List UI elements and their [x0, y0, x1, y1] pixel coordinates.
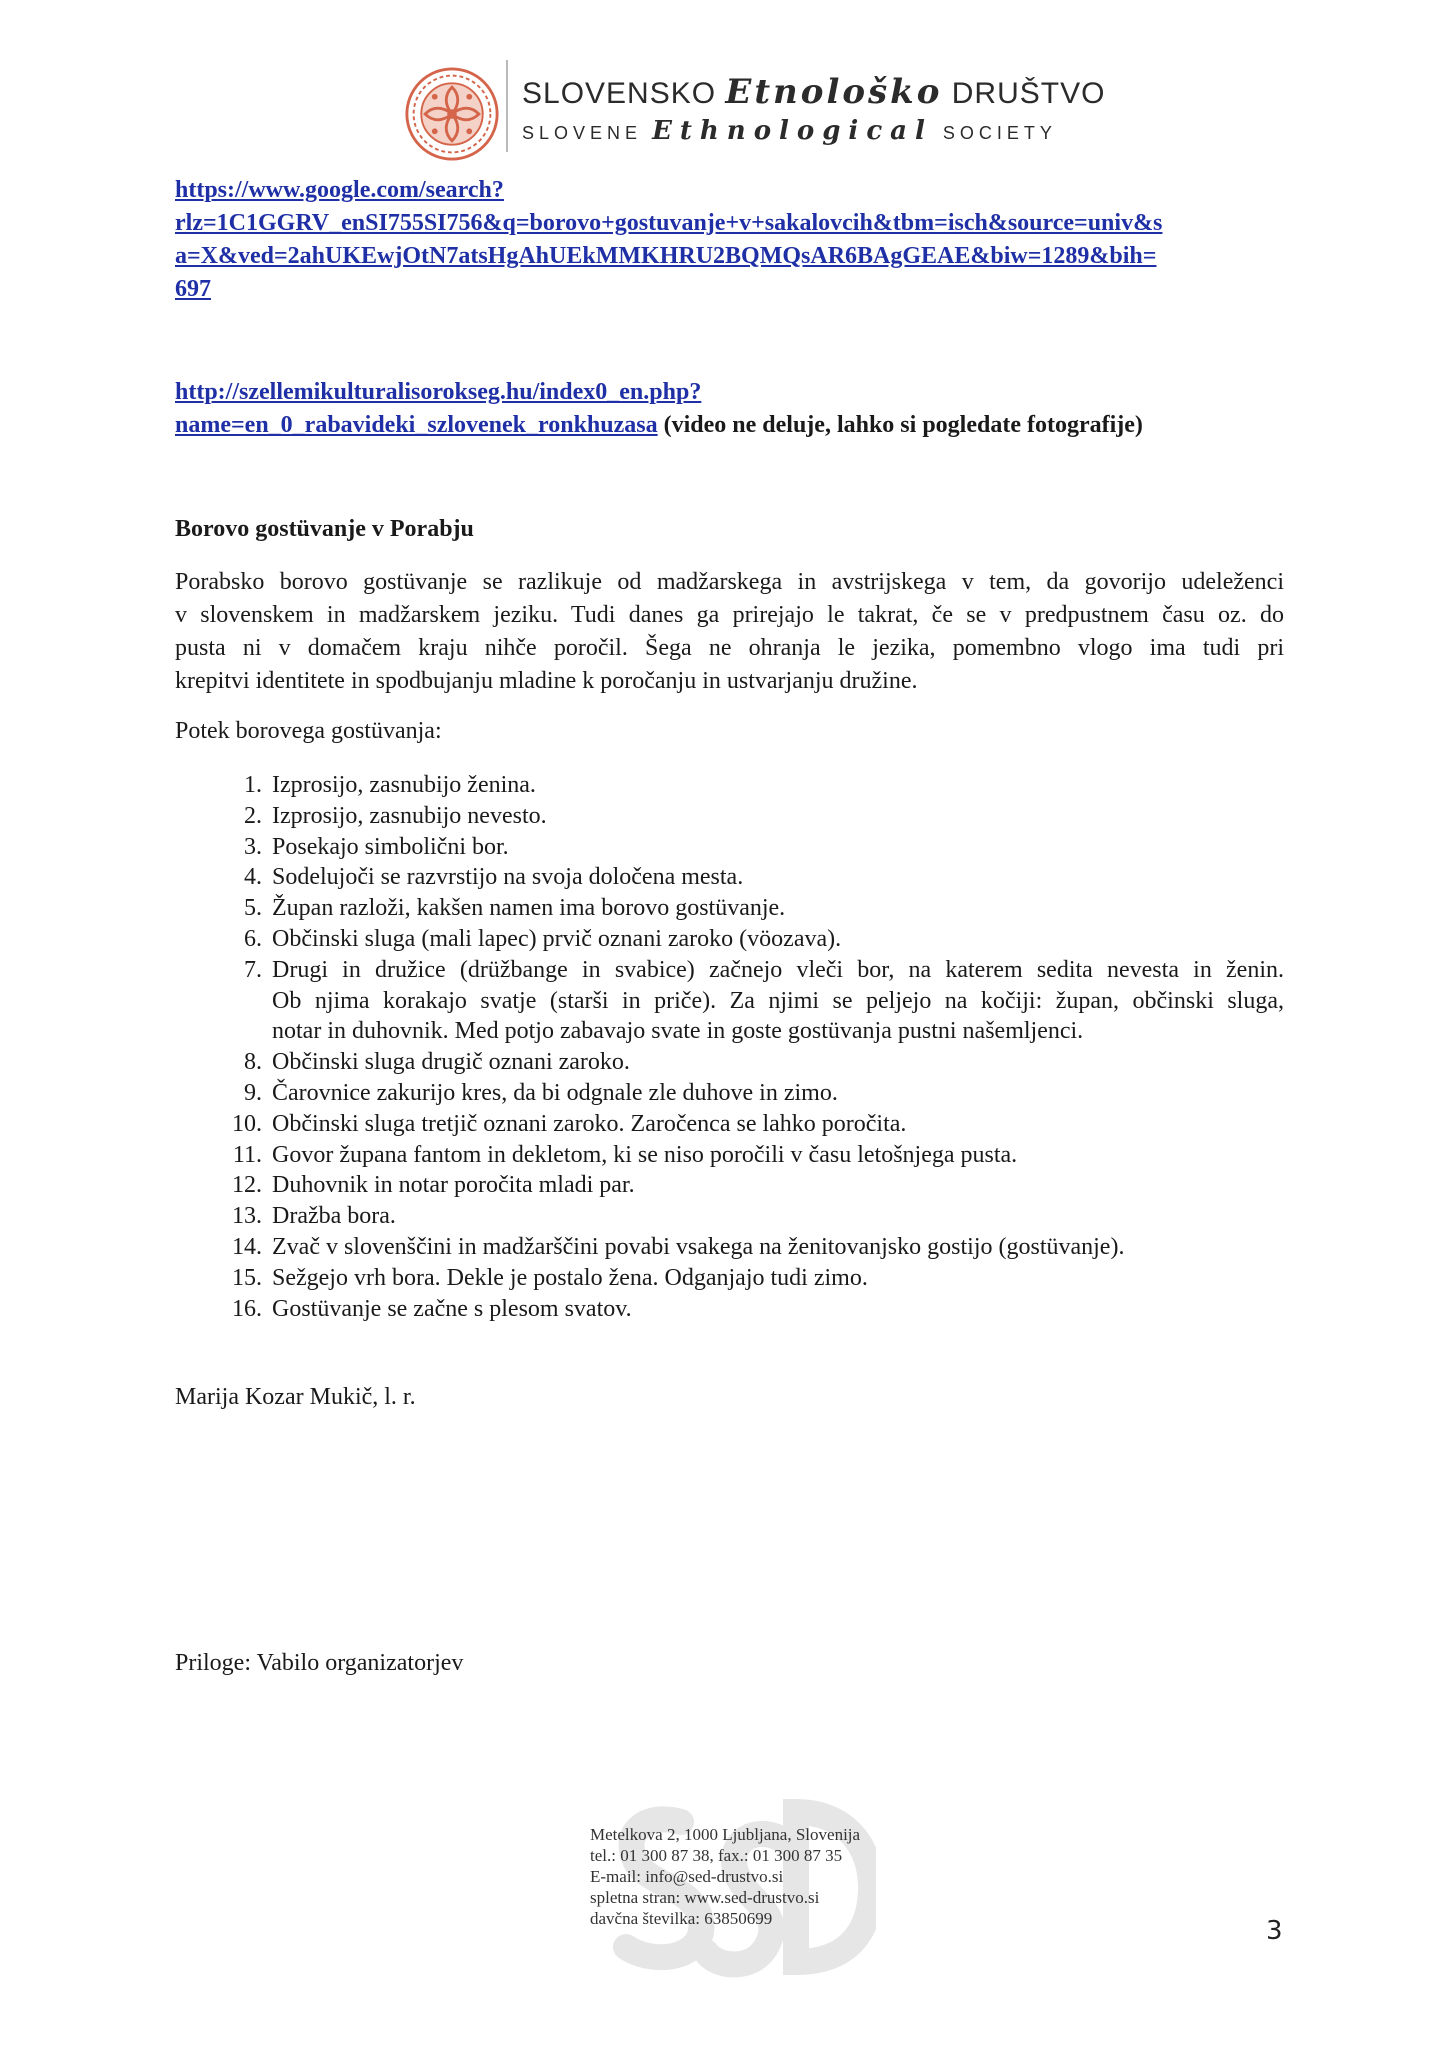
list-item: [210, 1263, 1284, 1294]
google-link-line-3: a=X&ved=2ahUKEwjOtN7atsHgAhUEkMMKHRU2BQMQsAR6BAgGEAE&biw=1289&bih=: [175, 243, 1157, 269]
step-text-line: Ob njima korakajo svatje (starši in priče). Za njimi se peljejo na kočiji: župan, občinski sluga,: [272, 987, 1284, 1014]
step-text: Duhovnik in notar poročita mladi par.: [272, 1172, 635, 1199]
header-subtitle: [522, 116, 1057, 146]
step-text: Govor župana fantom in dekletom, ki se niso poročili v času letošnjega pusta.: [272, 1141, 1018, 1168]
step-text: [272, 955, 1284, 1047]
footer-tax-number: davčna številka: 63850699: [590, 1909, 773, 1928]
header-subtitle-right: SOCIETY: [942, 123, 1057, 143]
step-text-line: notar in duhovnik. Med potjo zabavajo svate in goste gostüvanja pustni našemljenci.: [272, 1018, 1084, 1045]
step-text-line: Drugi in družice (drüžbange in svabice) začnejo vleči bor, na katerem sedita nevesta in ženin.: [272, 956, 1284, 983]
step-number: 5.: [244, 895, 262, 922]
section-heading: Borovo gostüvanje v Porabju: [175, 516, 474, 542]
intro-paragraph: [175, 566, 1284, 698]
list-item: [210, 1201, 1284, 1232]
step-number: 15.: [232, 1264, 262, 1291]
step-text: Občinski sluga (mali lapec) prvič oznani zaroko (vöozava).: [272, 925, 842, 952]
step-number: 11.: [232, 1141, 262, 1168]
google-link-line-1: https://www.google.com/search?: [175, 177, 504, 203]
google-link-line-2: rlz=1C1GGRV_enSI755SI756&q=borovo+gostuvanje+v+sakalovcih&tbm=isch&source=univ&s: [175, 210, 1163, 236]
step-number: 1.: [244, 772, 262, 798]
step-number: 7.: [244, 956, 262, 983]
google-search-link[interactable]: [175, 174, 1162, 306]
step-number: 16.: [232, 1295, 262, 1322]
list-item: [210, 1078, 1284, 1109]
list-item: [210, 893, 1284, 924]
list-item: [210, 1170, 1284, 1201]
footer-contact: [590, 1824, 860, 1929]
step-text: Občinski sluga tretjič oznani zaroko. Zaročenca se lahko poročita.: [272, 1110, 907, 1137]
video-note: (video ne deluje, lahko si pogledate fotografije): [657, 412, 1143, 438]
step-number: 12.: [232, 1172, 262, 1199]
header-title-left: SLOVENSKO: [522, 77, 717, 110]
step-text: Gostüvanje se začne s plesom svatov.: [272, 1295, 632, 1322]
list-title: Potek borovega gostüvanja:: [175, 718, 442, 744]
list-item: [210, 770, 1284, 801]
step-number: 14.: [232, 1233, 262, 1260]
attachments-note: Priloge: Vabilo organizatorjev: [175, 1650, 464, 1676]
step-text: Dražba bora.: [272, 1203, 396, 1230]
step-number: 3.: [244, 833, 262, 860]
list-item: [210, 1047, 1284, 1078]
list-item: [210, 862, 1284, 893]
intro-line: Porabsko borovo gostüvanje se razlikuje od madžarskega in avstrijskega v tem, da govorijo udeleženci: [175, 569, 1284, 595]
step-text: Čarovnice zakurijo kres, da bi odgnale zle duhove in zimo.: [272, 1079, 838, 1106]
step-text: Izprosijo, zasnubijo ženina.: [272, 772, 536, 798]
list-item: [210, 1109, 1284, 1140]
step-text: Občinski sluga drugič oznani zaroko.: [272, 1049, 630, 1076]
list-item: [210, 1232, 1284, 1263]
footer-email[interactable]: E-mail: info@sed-drustvo.si: [590, 1867, 784, 1886]
step-number: 2.: [244, 802, 262, 829]
header-subtitle-left: SLOVENE: [522, 123, 643, 143]
step-text: Izprosijo, zasnubijo nevesto.: [272, 802, 547, 829]
szellemi-link-line-1[interactable]: http://szellemikulturalisorokseg.hu/index0_en.php?: [175, 379, 702, 405]
szellemi-link-line-2[interactable]: name=en_0_rabavideki_szlovenek_ronkhuzasa: [175, 412, 658, 438]
list-item: [210, 924, 1284, 955]
header-title-right: DRUŠTVO: [951, 77, 1106, 110]
google-link-line-4: 697: [175, 276, 211, 302]
step-number: 8.: [244, 1049, 262, 1076]
list-item: [210, 1140, 1284, 1171]
step-text: Sodelujoči se razvrstijo na svoja določena mesta.: [272, 864, 744, 891]
szellemi-link-block: [175, 376, 1143, 444]
header-title-script: Etnološko: [725, 72, 943, 112]
intro-line: krepitvi identitete in spodbujanju mladine k poročanju in ustvarjanju družine.: [175, 668, 918, 694]
step-number: 9.: [244, 1079, 262, 1106]
signature: Marija Kozar Mukič, l. r.: [175, 1384, 416, 1410]
steps-list: [210, 770, 1284, 1324]
intro-line: pusta ni v domačem kraju nihče poročil. Šega ne ohranja le jezika, pomembno vlogo ima tudi pri: [175, 635, 1284, 661]
step-text: Sežgejo vrh bora. Dekle je postalo žena. Odganjajo tudi zimo.: [272, 1264, 868, 1291]
society-logo: [404, 66, 500, 162]
header-divider: [506, 60, 508, 152]
step-text: Župan razloži, kakšen namen ima borovo gostüvanje.: [272, 895, 786, 922]
step-number: 10.: [232, 1110, 262, 1137]
header-title: [522, 72, 1105, 112]
step-number: 4.: [244, 864, 262, 891]
list-item: [210, 1294, 1284, 1325]
footer-address: Metelkova 2, 1000 Ljubljana, Slovenija: [590, 1825, 861, 1844]
step-text: Posekajo simbolični bor.: [272, 833, 509, 860]
page-number: 3: [1266, 1916, 1283, 1946]
list-item: [210, 832, 1284, 863]
step-number: 6.: [244, 925, 262, 952]
intro-line: v slovenskem in madžarskem jeziku. Tudi danes ga prirejajo le takrat, če se v predpustnem času oz. do: [175, 602, 1284, 628]
step-number: 13.: [232, 1203, 262, 1230]
step-text: Zvač v slovenščini in madžarščini povabi vsakega na ženitovanjsko gostijo (gostüvanje).: [272, 1233, 1125, 1260]
footer-website[interactable]: spletna stran: www.sed-drustvo.si: [590, 1888, 820, 1907]
list-item: [210, 801, 1284, 832]
list-item: [210, 955, 1284, 1047]
footer-phone: tel.: 01 300 87 38, fax.: 01 300 87 35: [590, 1846, 843, 1865]
header-subtitle-script: Ethnological: [652, 116, 933, 146]
